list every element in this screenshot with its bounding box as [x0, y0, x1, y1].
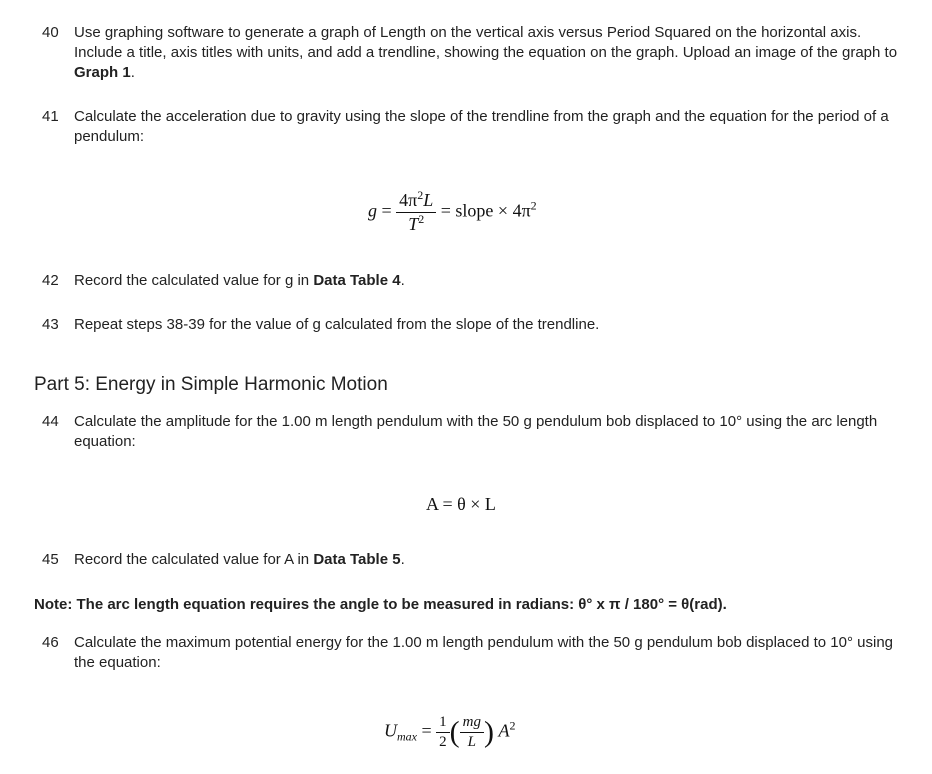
step-42: [42, 271, 902, 291]
eq-lhs: U: [384, 720, 397, 741]
step-number: 46: [42, 634, 59, 651]
eq-num-exp: 2: [417, 188, 424, 202]
step-text-end: .: [400, 551, 405, 568]
gravity-equation: [368, 190, 537, 235]
step-40: [42, 23, 902, 83]
step-45: [42, 550, 902, 570]
step-44: [42, 412, 902, 452]
eq-equals: =: [421, 720, 432, 741]
step-46: [42, 633, 902, 673]
step-number: 43: [42, 316, 59, 333]
step-text-end: .: [130, 64, 135, 81]
eq-half-fraction: [436, 714, 450, 751]
step-text-main: Record the calculated value for g in: [74, 272, 314, 289]
step-number: 44: [42, 413, 59, 430]
eq-rhs-exp: 2: [530, 198, 537, 213]
step-text-end: .: [400, 272, 405, 289]
step-text: [74, 550, 902, 570]
step-text-main: Use graphing software to generate a graph of Length on the vertical axis versus Period Squared on the horizontal axis. Include a title, axis titles with units, and add a trendline, showing the equation on the graph. Upload an image of the graph to: [74, 24, 898, 61]
eq-left-paren: (: [449, 715, 460, 749]
potential-energy-equation: [384, 714, 516, 751]
step-text: Calculate the acceleration due to gravity using the slope of the trendline from the graph and the equation for the period of a pendulum:: [74, 108, 889, 145]
eq-half-den: 2: [439, 734, 447, 750]
eq-var: A: [498, 720, 510, 741]
eq-inner-den: L: [467, 734, 476, 750]
step-number: 40: [42, 24, 59, 41]
step-text: [74, 23, 902, 83]
eq-equals: =: [381, 200, 392, 221]
step-number: 45: [42, 551, 59, 568]
step-number: 41: [42, 108, 59, 125]
eq-den-var: T: [408, 214, 419, 234]
eq-num-var: L: [423, 190, 434, 210]
eq-lhs-sub: max: [397, 729, 417, 744]
radians-note: Note: The arc length equation requires the angle to be measured in radians: θ° x π / 180° = θ(rad).: [34, 596, 727, 613]
step-41: [42, 107, 902, 147]
eq-den-exp: 2: [418, 212, 425, 226]
graph-reference: Graph 1: [74, 64, 131, 81]
step-number: 42: [42, 272, 59, 289]
eq-rhs: slope × 4π: [455, 200, 531, 221]
eq-half-num: 1: [436, 714, 450, 733]
step-text: [74, 271, 902, 291]
data-table-reference: Data Table 4: [313, 272, 401, 289]
step-text-main: Record the calculated value for A in: [74, 551, 314, 568]
eq-lhs: g: [368, 200, 377, 221]
step-text: Calculate the amplitude for the 1.00 m length pendulum with the 50 g pendulum bob displaced to 10° using the arc length equation:: [74, 413, 878, 450]
eq-exp: 2: [509, 718, 516, 733]
eq-inner-fraction: [460, 714, 484, 751]
data-table-reference: Data Table 5: [313, 551, 401, 568]
step-text: Calculate the maximum potential energy for the 1.00 m length pendulum with the 50 g pendulum bob displaced to 10° using the equation:: [74, 634, 894, 671]
eq-num-coef: 4π: [399, 190, 418, 210]
step-text: Repeat steps 38-39 for the value of g calculated from the slope of the trendline.: [74, 316, 600, 333]
eq-right-paren: ): [484, 715, 494, 749]
eq-equals-2: =: [440, 200, 451, 221]
amplitude-equation: A = θ × L: [426, 494, 496, 514]
eq-fraction: [396, 190, 436, 235]
step-43: [42, 315, 902, 335]
section-heading: Part 5: Energy in Simple Harmonic Motion: [34, 374, 388, 395]
eq-inner-num: mg: [462, 714, 481, 730]
